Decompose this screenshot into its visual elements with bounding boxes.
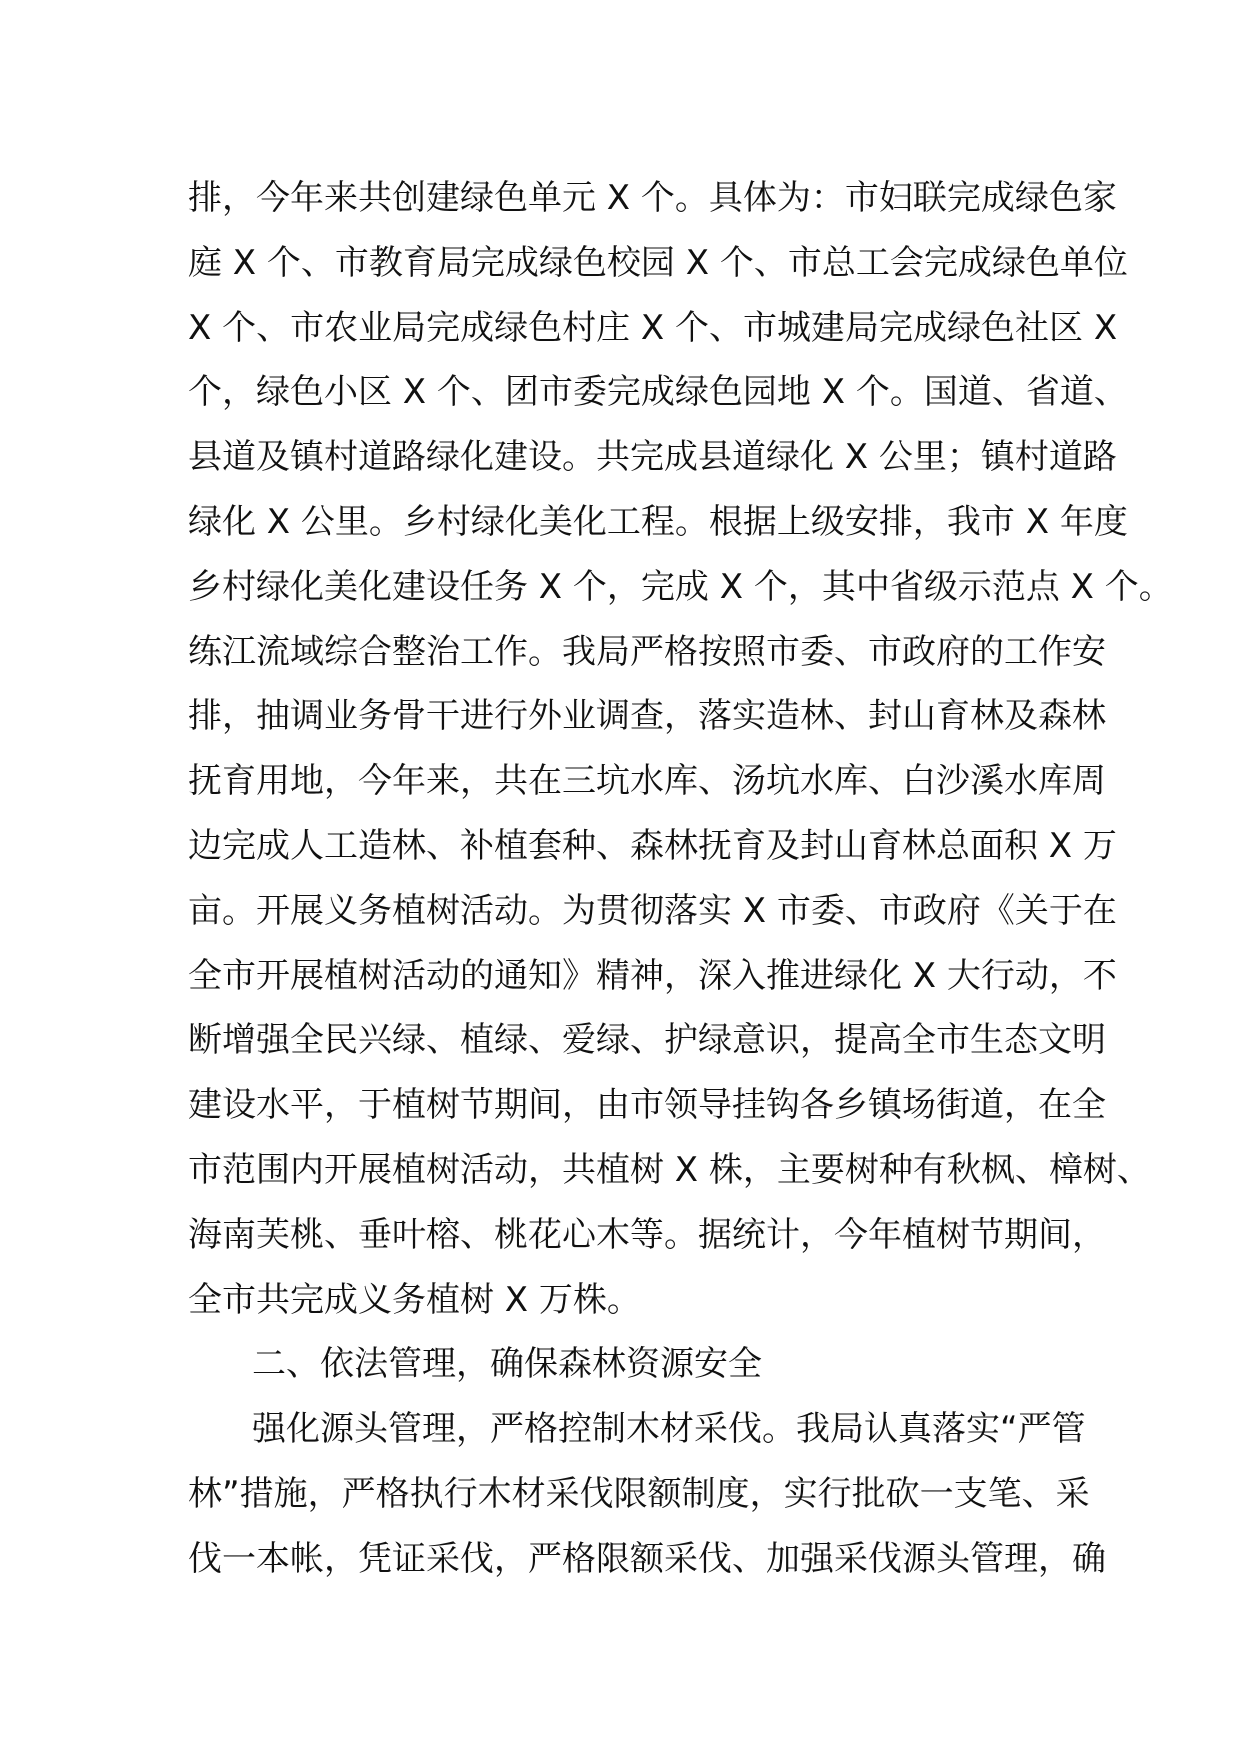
text-line: 林”措施，严格执行木材采伐限额制度，实行批砍一支笔、采 <box>188 1473 1090 1514</box>
text-line: 排，抽调业务骨干进行外业调查，落实造林、封山育林及森林 <box>188 696 1106 737</box>
text-line: 庭 X 个、市教育局完成绿色校园 X 个、市总工会完成绿色单位 <box>188 242 1128 283</box>
text-line: 全市共完成义务植树 X 万株。 <box>188 1279 641 1320</box>
body-text <box>188 166 1173 1592</box>
text-line: 边完成人工造林、补植套种、森林抚育及封山育林总面积 X 万 <box>188 825 1117 866</box>
paragraph-start: 强化源头管理，严格控制木材采伐。我局认真落实“严管 <box>252 1409 1086 1450</box>
text-line: 全市开展植树活动的通知》精神，深入推进绿化 X 大行动，不 <box>188 955 1117 996</box>
text-line: 断增强全民兴绿、植绿、爱绿、护绿意识，提高全市生态文明 <box>188 1020 1106 1061</box>
text-line: 亩。开展义务植树活动。为贯彻落实 X 市委、市政府《关于在 <box>188 890 1117 931</box>
text-line: 市范围内开展植树活动，共植树 X 株，主要树种有秋枫、樟树、 <box>188 1149 1151 1190</box>
text-line: 伐一本帐，凭证采伐，严格限额采伐、加强采伐源头管理，确 <box>188 1538 1106 1579</box>
text-line: 排，今年来共创建绿色单元 X 个。具体为：市妇联完成绿色家 <box>188 178 1117 218</box>
text-line: 建设水平，于植树节期间，由市领导挂钩各乡镇场街道，在全 <box>188 1085 1106 1126</box>
text-line: 县道及镇村道路绿化建设。共完成县道绿化 X 公里；镇村道路 <box>188 437 1117 478</box>
text-line: 练江流域综合整治工作。我局严格按照市委、市政府的工作安 <box>188 631 1106 672</box>
section-heading: 二、依法管理，确保森林资源安全 <box>252 1344 762 1385</box>
text-line: 抚育用地，今年来，共在三坑水库、汤坑水库、白沙溪水库周 <box>188 761 1106 802</box>
text-line: 个，绿色小区 X 个、团市委完成绿色园地 X 个。国道、省道、 <box>188 372 1128 413</box>
text-line: 海南芙桃、垂叶榕、桃花心木等。据统计，今年植树节期间， <box>188 1214 1106 1255</box>
text-line: 绿化 X 公里。乡村绿化美化工程。根据上级安排，我市 X 年度 <box>188 501 1128 542</box>
text-line: 乡村绿化美化建设任务 X 个，完成 X 个，其中省级示范点 X 个。 <box>188 566 1173 607</box>
text-line: X 个、市农业局完成绿色村庄 X 个、市城建局完成绿色社区 X <box>188 307 1118 348</box>
